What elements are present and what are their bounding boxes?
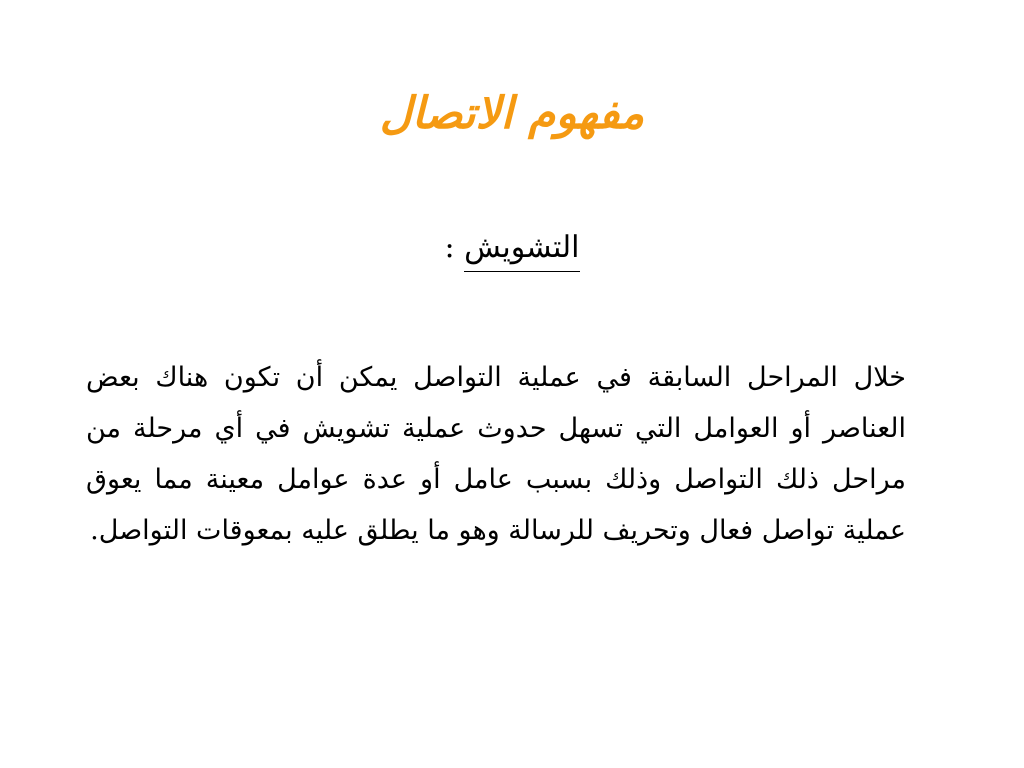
subheading	[0, 228, 1024, 267]
slide-title: مفهوم الاتصال	[379, 88, 645, 139]
subheading-colon: :	[444, 230, 465, 265]
body-paragraph: خلال المراحل السابقة في عملية التواصل يمكن أن تكون هناك بعض العناصر أو العوامل التي تسهل حدوث عملية تشويش في أي مرحلة من مراحل ذلك التواصل وذلك بسبب عامل أو عدة عوامل معينة مما يعوق عملية تواصل فعال وتحريف للرسالة وهو ما يطلق عليه بمعوقات التواصل.	[86, 362, 906, 546]
subheading-term: التشويش	[464, 230, 579, 272]
